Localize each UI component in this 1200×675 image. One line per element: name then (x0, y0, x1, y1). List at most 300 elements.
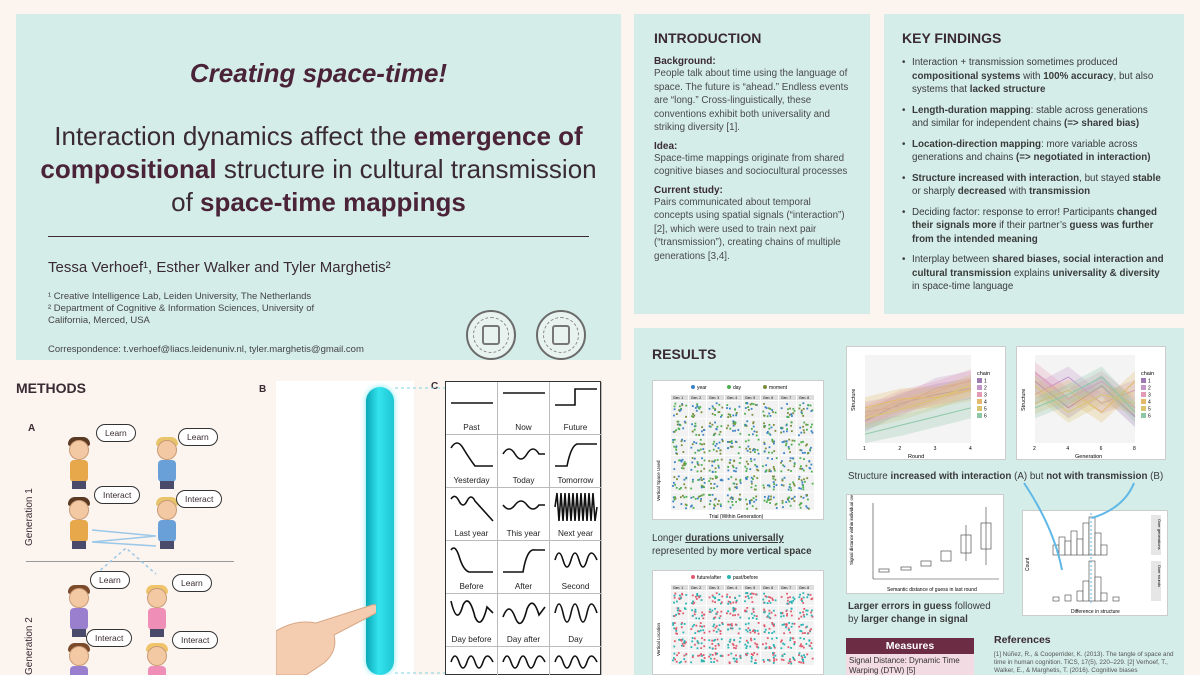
facet-point (780, 647, 782, 649)
facet-point (720, 431, 722, 433)
facet-point (803, 654, 805, 656)
facet-point (719, 442, 721, 444)
vertical-space-facet-plot (652, 380, 824, 520)
facet-point (789, 596, 791, 598)
facet-point (768, 428, 770, 430)
facet-point (676, 627, 678, 629)
facet-point (719, 434, 721, 436)
facet-point (690, 488, 692, 490)
facet-point (799, 637, 801, 639)
facet-point (771, 439, 773, 441)
facet-point (786, 613, 788, 615)
facet-point (783, 485, 785, 487)
facet-point (798, 626, 800, 628)
legend-label: 3 (1148, 392, 1151, 399)
facet-point (736, 483, 738, 485)
word-label: Day (568, 635, 583, 644)
interact-bubble: Interact (94, 486, 140, 504)
facet-point (782, 502, 784, 504)
facet-point (682, 612, 684, 614)
facet-point (771, 612, 773, 614)
facet-point (794, 642, 796, 644)
facet-point (714, 414, 716, 416)
facet-point (716, 660, 718, 662)
facet-point (729, 414, 731, 416)
facet-point (765, 629, 767, 631)
facet-point (764, 631, 766, 633)
facet-point (681, 467, 683, 469)
authors: Tessa Verhoef¹, Esther Walker and Tyler Marghetis² (48, 259, 391, 276)
signal-trace (553, 650, 599, 674)
facet-point (799, 612, 801, 614)
facet-point (728, 654, 730, 656)
facet-point (746, 508, 748, 510)
facet-point (774, 430, 776, 432)
facet-point (692, 457, 694, 459)
facet-point (792, 657, 794, 659)
facet-point (733, 470, 735, 472)
word-cell (498, 488, 550, 541)
legend-label: 5 (1148, 406, 1151, 413)
signal-trace (449, 650, 495, 674)
idea-text: Space-time mappings originate from shared cognitive biases and sociocultural processes (654, 152, 848, 177)
facet-point (747, 450, 749, 452)
facet-point (735, 414, 737, 416)
facet-point (700, 449, 702, 451)
facet-point (697, 405, 699, 407)
facet-point (697, 647, 699, 649)
facet-point (718, 599, 720, 601)
facet-point (802, 659, 804, 661)
facet-point (673, 627, 675, 629)
facet-point (802, 488, 804, 490)
facet-point (810, 405, 812, 407)
facet-point (676, 661, 678, 663)
facet-point (747, 627, 749, 629)
facet-point (771, 597, 773, 599)
facet-point (701, 612, 703, 614)
facet-point (751, 428, 753, 430)
facet-point (754, 615, 756, 617)
facet-point (746, 468, 748, 470)
facet-point (695, 407, 697, 409)
leiden-seal-logo (466, 310, 516, 360)
facet-point (812, 483, 814, 485)
facet-point (794, 463, 796, 465)
facet-point (718, 629, 720, 631)
facet-point (701, 495, 703, 497)
facet-point (709, 494, 711, 496)
facet-point (712, 648, 714, 650)
facet-point (739, 462, 741, 464)
facet-point (739, 617, 741, 619)
facet-point (694, 466, 696, 468)
facet-point (786, 593, 788, 595)
facet-point (679, 595, 681, 597)
facet-point (798, 487, 800, 489)
facet-point (729, 408, 731, 410)
facet-point (786, 623, 788, 625)
facet-point (727, 644, 729, 646)
facet-point (811, 598, 813, 600)
boxplot-x-label: Semantic distance of guess in last round (887, 587, 977, 593)
facet-point (718, 411, 720, 413)
facet-point (809, 645, 811, 647)
facet-point (770, 647, 772, 649)
facet-point (672, 441, 674, 443)
x-tick-label: 2 (898, 446, 902, 452)
word-label: Future (563, 423, 588, 432)
facet-point (686, 496, 688, 498)
facet-point (806, 653, 808, 655)
facet-point (787, 412, 789, 414)
facet-point (729, 459, 731, 461)
legend-dot (727, 385, 731, 389)
legend-label: 5 (984, 406, 987, 413)
facet-point (771, 427, 773, 429)
facet-point (740, 637, 742, 639)
facet-point (694, 452, 696, 454)
facet-point (709, 425, 711, 427)
facet-point (731, 501, 733, 503)
facet-point (764, 496, 766, 498)
facet-point (804, 656, 806, 658)
facet-point (729, 489, 731, 491)
facet-point (811, 648, 813, 650)
link-arrows (1014, 478, 1144, 578)
facet-point (770, 498, 772, 500)
facet-point (684, 623, 686, 625)
facet-point (800, 662, 802, 664)
facet-point (771, 409, 773, 411)
facet-point (785, 444, 787, 446)
legend-label: 6 (984, 413, 987, 420)
facet-point (768, 413, 770, 415)
facet-point (727, 624, 729, 626)
facet-point (788, 439, 790, 441)
facet-point (748, 597, 750, 599)
facet-point (794, 496, 796, 498)
facet-point (700, 498, 702, 500)
facet-point (709, 450, 711, 452)
facet-point (691, 602, 693, 604)
facet-point (732, 607, 734, 609)
facet-point (709, 609, 711, 611)
facet-point (711, 640, 713, 642)
facet-point (704, 639, 706, 641)
facet-point (736, 486, 738, 488)
facet-point (776, 507, 778, 509)
legend-label: future/after (697, 575, 722, 581)
signal-trace (449, 385, 495, 419)
legend-label: 2 (984, 385, 987, 392)
facet-point (712, 625, 714, 627)
facet-point (805, 505, 807, 507)
facet-point (807, 424, 809, 426)
facet-point (756, 435, 758, 437)
errors-caption: Larger errors in guess followed by larger change in signal (848, 601, 991, 625)
facet-point (699, 625, 701, 627)
facet-point (755, 485, 757, 487)
facet-point (737, 429, 739, 431)
facet-point (754, 464, 756, 466)
facet-point (784, 477, 786, 479)
facet-point (770, 470, 772, 472)
facet-point (767, 415, 769, 417)
word-label: Past (463, 423, 480, 432)
facet-point (746, 420, 748, 422)
facet-point (729, 596, 731, 598)
facet-point (700, 622, 702, 624)
facet-point (794, 440, 796, 442)
facet-point (676, 601, 678, 603)
facet-point (702, 617, 704, 619)
legend-swatch (1141, 385, 1146, 390)
facet-point (709, 597, 711, 599)
facet-point (680, 409, 682, 411)
facet-point (807, 404, 809, 406)
facet-point (794, 598, 796, 600)
facet-point (708, 639, 710, 641)
word-cell (550, 382, 602, 435)
facet-point (767, 602, 769, 604)
facet-point (729, 601, 731, 603)
facet-point (783, 441, 785, 443)
facet-header-label: Gen. 1 (673, 396, 684, 400)
facet-point (749, 646, 751, 648)
legend-swatch (977, 378, 982, 383)
facet-cell (779, 438, 796, 455)
facet-point (764, 415, 766, 417)
facet-point (727, 495, 729, 497)
facet-point (673, 446, 675, 448)
facet-point (784, 644, 786, 646)
facet-point (783, 659, 785, 661)
facet-point (736, 660, 738, 662)
facet-point (676, 453, 678, 455)
facet-point (675, 614, 677, 616)
facet-point (782, 500, 784, 502)
facet-point (745, 470, 747, 472)
facet-point (751, 597, 753, 599)
facet-point (762, 465, 764, 467)
facet-point (769, 610, 771, 612)
facet-point (703, 654, 705, 656)
facet-point (708, 656, 710, 658)
facet-point (754, 449, 756, 451)
references-title: References (994, 634, 1051, 646)
facet-point (731, 623, 733, 625)
word-label: After (514, 582, 533, 591)
facet-point (799, 645, 801, 647)
facet-point (772, 476, 774, 478)
facet-point (691, 415, 693, 417)
facet-point (721, 596, 723, 598)
facet-point (763, 484, 765, 486)
facet-point (720, 453, 722, 455)
measures-box (846, 638, 974, 675)
facet-point (695, 498, 697, 500)
signal-trace (501, 597, 547, 631)
facet-point (691, 640, 693, 642)
facet-point (699, 443, 701, 445)
facet-point (788, 501, 790, 503)
facet-point (791, 608, 793, 610)
facet-point (715, 627, 717, 629)
facet-point (806, 613, 808, 615)
facet-point (692, 443, 694, 445)
facet-point (751, 486, 753, 488)
facet-point (776, 659, 778, 661)
facet-point (735, 624, 737, 626)
facet-point (698, 464, 700, 466)
facet-point (720, 416, 722, 418)
facet-point (694, 638, 696, 640)
facet-point (740, 482, 742, 484)
facet-point (674, 659, 676, 661)
facet-point (714, 658, 716, 660)
facet-point (718, 404, 720, 406)
facet-point (703, 478, 705, 480)
facet-point (754, 632, 756, 634)
facet-point (800, 507, 802, 509)
facet-point (681, 626, 683, 628)
facet-point (803, 608, 805, 610)
facet-point (713, 434, 715, 436)
facet-point (733, 483, 735, 485)
facet-point (721, 407, 723, 409)
facet-point (752, 505, 754, 507)
generation-1-label: Generation 1 (24, 488, 35, 546)
facet-point (802, 592, 804, 594)
facet-point (731, 625, 733, 627)
word-cell (498, 647, 550, 675)
facet-point (755, 404, 757, 406)
facet-point (726, 427, 728, 429)
facet-point (747, 476, 749, 478)
facet-point (690, 506, 692, 508)
facet-point (745, 629, 747, 631)
facet-point (710, 654, 712, 656)
facet-point (734, 597, 736, 599)
facet-point (791, 422, 793, 424)
facet-point (810, 464, 812, 466)
facet-point (712, 600, 714, 602)
histogram-facet-a: Over generations (1157, 519, 1162, 550)
facet-x-label: Trial (Within Generation) (709, 514, 764, 520)
facet-point (800, 432, 802, 434)
finding-item: • Interaction + transmission sometimes produced compositional systems with 100% accuracy, but also systems that lacked structure (902, 56, 1166, 97)
facet-grid-2 (653, 571, 825, 675)
facet-point (729, 613, 731, 615)
facet-point (767, 659, 769, 661)
facet-point (790, 457, 792, 459)
facet-cell (689, 621, 706, 635)
facet-point (782, 480, 784, 482)
facet-point (698, 496, 700, 498)
facet-point (787, 408, 789, 410)
facet-point (675, 498, 677, 500)
legend-swatch (977, 385, 982, 390)
facet-point (789, 408, 791, 410)
facet-point (764, 500, 766, 502)
facet-point (801, 657, 803, 659)
facet-point (772, 652, 774, 654)
facet-point (674, 461, 676, 463)
facet-point (774, 655, 776, 657)
facet-point (786, 428, 788, 430)
legend-swatch (1141, 378, 1146, 383)
facet-point (714, 460, 716, 462)
facet-point (739, 656, 741, 658)
facet-point (697, 461, 699, 463)
facet-point (745, 448, 747, 450)
facet-point (675, 630, 677, 632)
facet-point (802, 611, 804, 613)
facet-header-label: Gen. 3 (709, 396, 720, 400)
facet-point (786, 430, 788, 432)
facet-header-label: Gen. 5 (745, 396, 756, 400)
facet-point (765, 406, 767, 408)
facet-point (799, 468, 801, 470)
facet-point (727, 610, 729, 612)
facet-point (726, 404, 728, 406)
word-label: Today (512, 476, 535, 485)
facet-point (792, 408, 794, 410)
facet-point (721, 414, 723, 416)
facet-point (767, 457, 769, 459)
word-label: Tomorrow (557, 476, 594, 485)
facet-point (729, 428, 731, 430)
facet-point (711, 610, 713, 612)
facet-point (788, 448, 790, 450)
facet-point (791, 615, 793, 617)
facet-point (697, 640, 699, 642)
legend-dot (691, 575, 695, 579)
facet-point (682, 643, 684, 645)
facet-point (700, 647, 702, 649)
facet-cell (779, 621, 796, 635)
x-tick-label: 4 (1066, 446, 1070, 452)
facet-point (715, 428, 717, 430)
facet-point (726, 612, 728, 614)
facet-point (809, 449, 811, 451)
facet-point (806, 477, 808, 479)
facet-point (680, 496, 682, 498)
facet-point (768, 617, 770, 619)
x-tick-label: 8 (1133, 446, 1136, 452)
facet-point (789, 460, 791, 462)
interact-bubble: Interact (176, 490, 222, 508)
facet-cell (761, 474, 778, 491)
facet-point (717, 611, 719, 613)
facet-point (810, 628, 812, 630)
facet-point (751, 481, 753, 483)
facet-point (750, 458, 752, 460)
facet-point (735, 441, 737, 443)
facet-point (702, 434, 704, 436)
facet-point (773, 468, 775, 470)
facet-point (751, 658, 753, 660)
facet-point (733, 460, 735, 462)
word-cell (498, 594, 550, 647)
facet-point (789, 658, 791, 660)
facet-point (784, 465, 786, 467)
facet-point (771, 632, 773, 634)
legend-swatch (1141, 406, 1146, 411)
facet-point (674, 595, 676, 597)
facet-point (681, 440, 683, 442)
